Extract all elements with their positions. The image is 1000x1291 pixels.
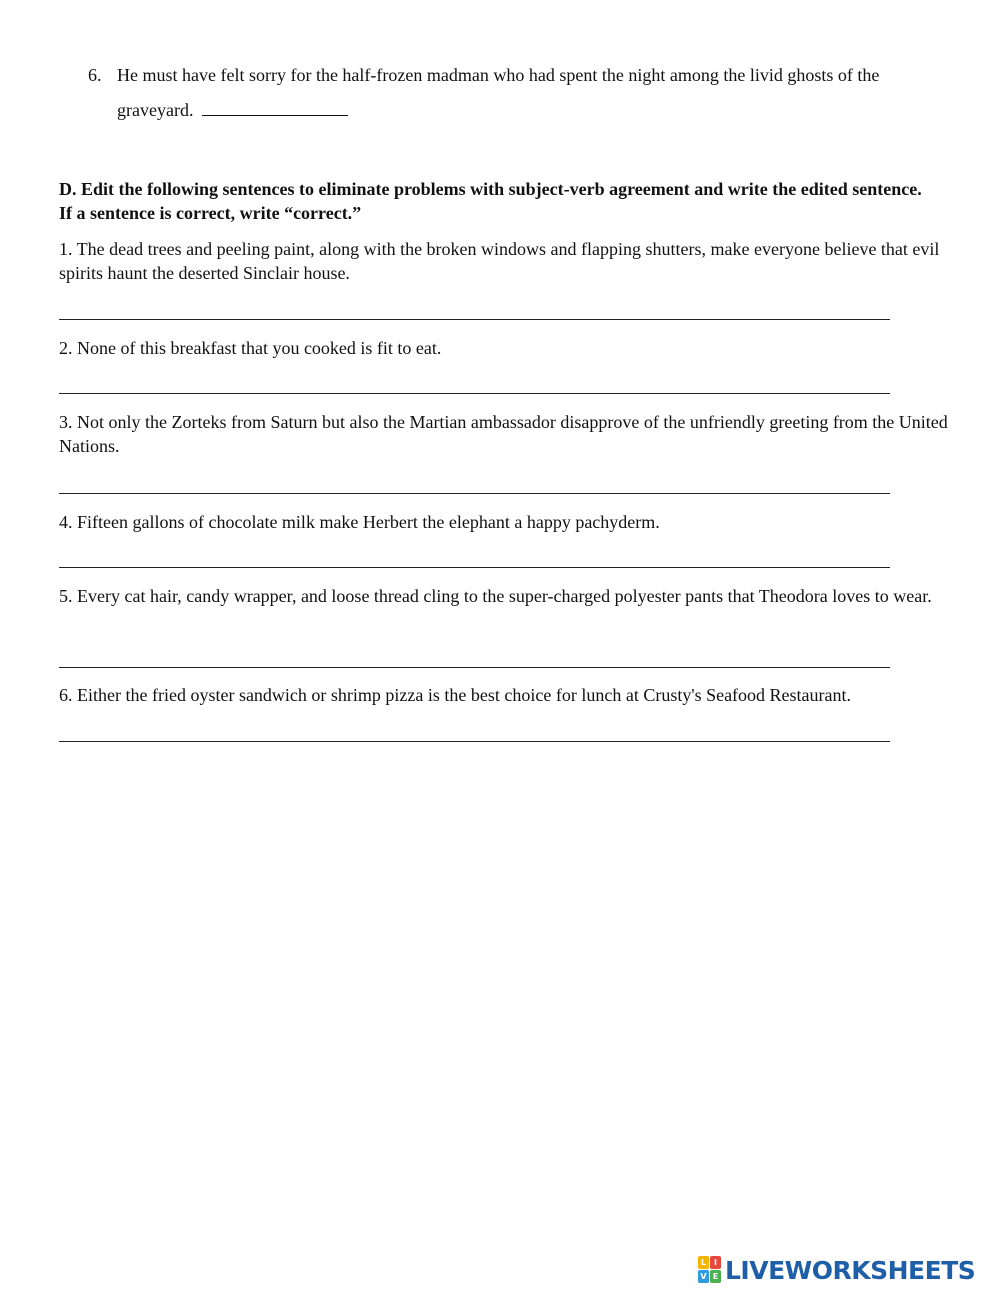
question-3: 3. Not only the Zorteks from Saturn but also the Martian ambassador disapprove of the unfriendly greeting from the United Nations. (59, 412, 948, 456)
answer-line-6[interactable] (59, 741, 890, 742)
question-6: 6. Either the fried oyster sandwich or shrimp pizza is the best choice for lunch at Crusty's Seafood Restaurant. (59, 685, 852, 705)
logo-block-v: V (698, 1270, 709, 1283)
item-number: 6. (88, 65, 102, 85)
logo-block-l: L (698, 1256, 709, 1269)
question-1: 1. The dead trees and peeling paint, along with the broken windows and flapping shutters, make everyone believe that evil spirits haunt the deserted Sinclair house. (59, 239, 940, 283)
answer-line-3[interactable] (59, 493, 890, 494)
question-5: 5. Every cat hair, candy wrapper, and loose thread cling to the super-charged polyester pants that Theodora loves to wear. (59, 586, 932, 606)
answer-line-2[interactable] (59, 393, 890, 394)
liveworksheets-brand (698, 1255, 975, 1285)
logo-block-e: E (710, 1270, 721, 1283)
liveworksheets-logo-icon (698, 1256, 722, 1284)
item-text-block (117, 58, 937, 128)
answer-blank[interactable] (202, 97, 348, 116)
section-d-heading: D. Edit the following sentences to eliminate problems with subject-verb agreement and write the edited sentence. If a sentence is correct, write “correct.” (59, 179, 922, 223)
question-2: 2. None of this breakfast that you cooked is fit to eat. (59, 338, 442, 358)
item-text: He must have felt sorry for the half-frozen madman who had spent the night among the livid ghosts of the graveyard. (117, 65, 880, 120)
answer-line-4[interactable] (59, 567, 890, 568)
question-4: 4. Fifteen gallons of chocolate milk make Herbert the elephant a happy pachyderm. (59, 512, 660, 532)
answer-line-1[interactable] (59, 319, 890, 320)
logo-block-i: I (710, 1256, 721, 1269)
brand-name: LIVEWORKSHEETS (725, 1255, 976, 1285)
answer-line-5[interactable] (59, 667, 890, 668)
